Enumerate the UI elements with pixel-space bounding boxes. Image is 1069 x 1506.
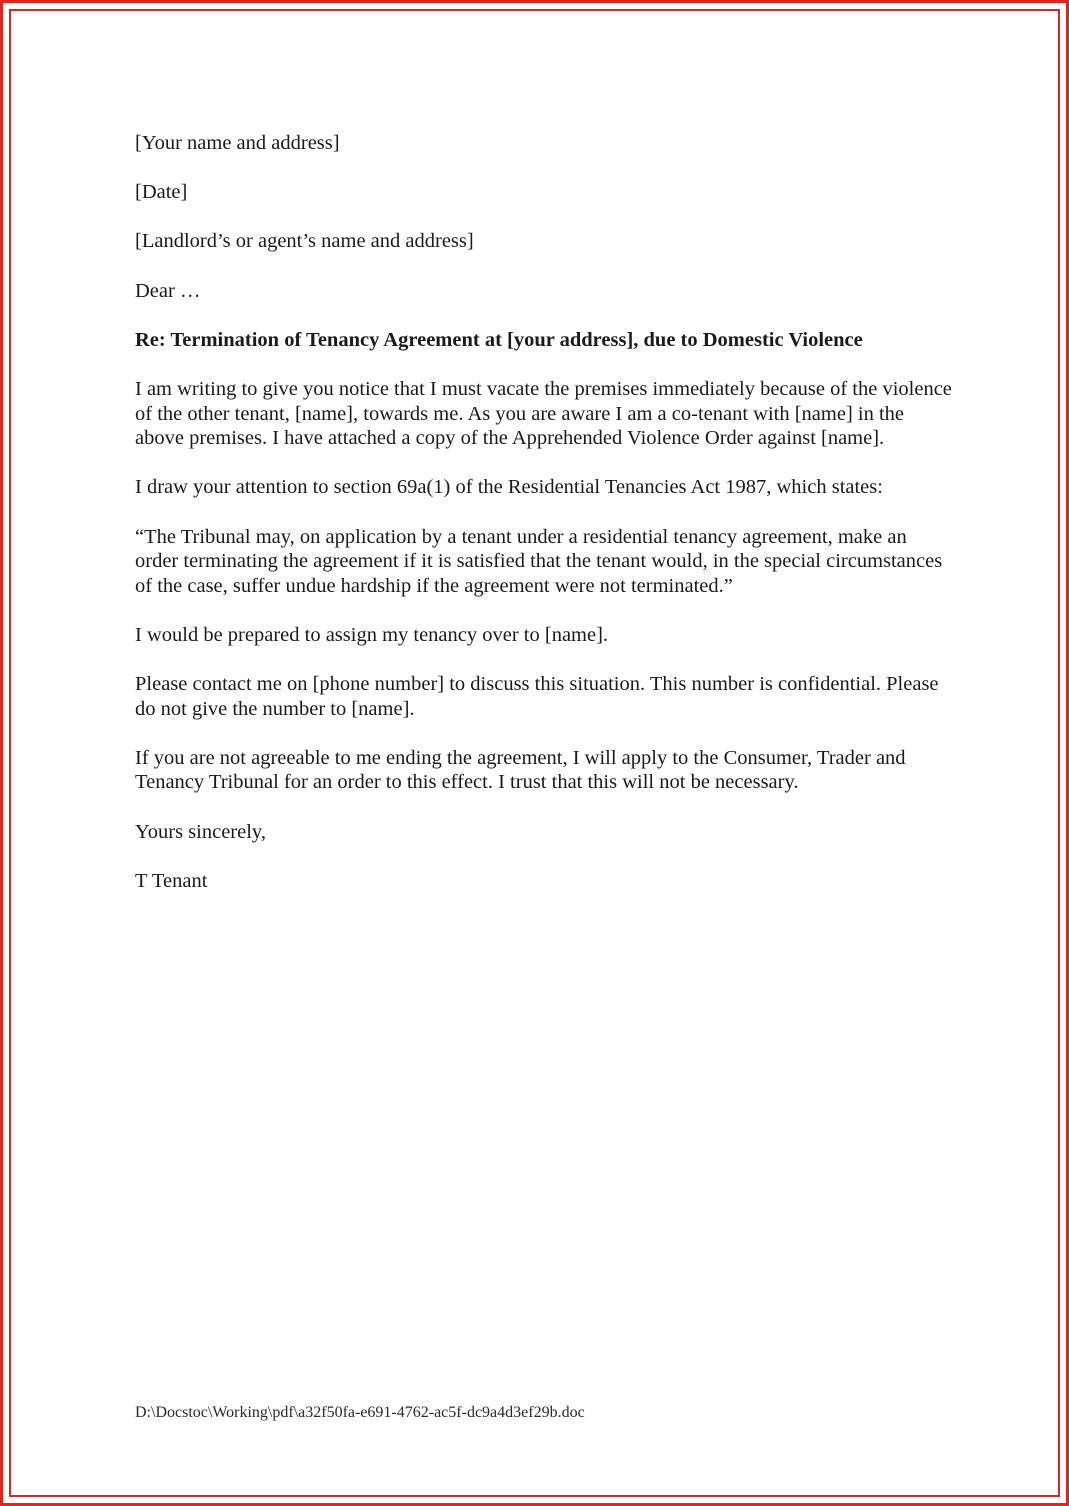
paragraph-assign: I would be prepared to assign my tenancy over to [name]. <box>135 623 609 646</box>
subject-line: Re: Termination of Tenancy Agreement at [your address], due to Domestic Violence <box>135 328 863 351</box>
paragraph-contact: Please contact me on [phone number] to discuss this situation. This number is confidential. Please do not give the number to [name]. <box>135 673 939 720</box>
paragraph-tribunal: If you are not agreeable to me ending the agreement, I will apply to the Consumer, Trader and Tenancy Tribunal for an order to this effect. I trust that this will not be necessary. <box>135 746 906 794</box>
paragraph-quote: “The Tribunal may, on application by a tenant under a residential tenancy agreement, make an order terminating the agreement if it is satisfied that the tenant would, in the special circumstances of the case, suffer undue hardship if the agreement were not terminated.” <box>135 525 943 597</box>
document-file-path: D:\Docstoc\Working\pdf\a32f50fa-e691-4762-ac5f-dc9a4d3ef29b.doc <box>135 1404 585 1421</box>
salutation: Dear … <box>135 279 201 302</box>
letter-date: [Date] <box>135 181 188 204</box>
closing: Yours sincerely, <box>135 820 266 843</box>
recipient-address: [Landlord’s or agent’s name and address] <box>135 230 474 253</box>
signature: T Tenant <box>135 869 208 892</box>
paragraph-section-reference: I draw your attention to section 69a(1) of the Residential Tenancies Act 1987, which states: <box>135 476 883 499</box>
paragraph-notice: I am writing to give you notice that I must vacate the premises immediately because of the violence of the other tenant, [name], towards me. As you are aware I am a co-tenant with [name] in the above premises. I have attached a copy of the Apprehended Violence Order against [name]. <box>135 377 952 450</box>
letter-body <box>135 131 955 918</box>
sender-address: [Your name and address] <box>135 132 340 154</box>
